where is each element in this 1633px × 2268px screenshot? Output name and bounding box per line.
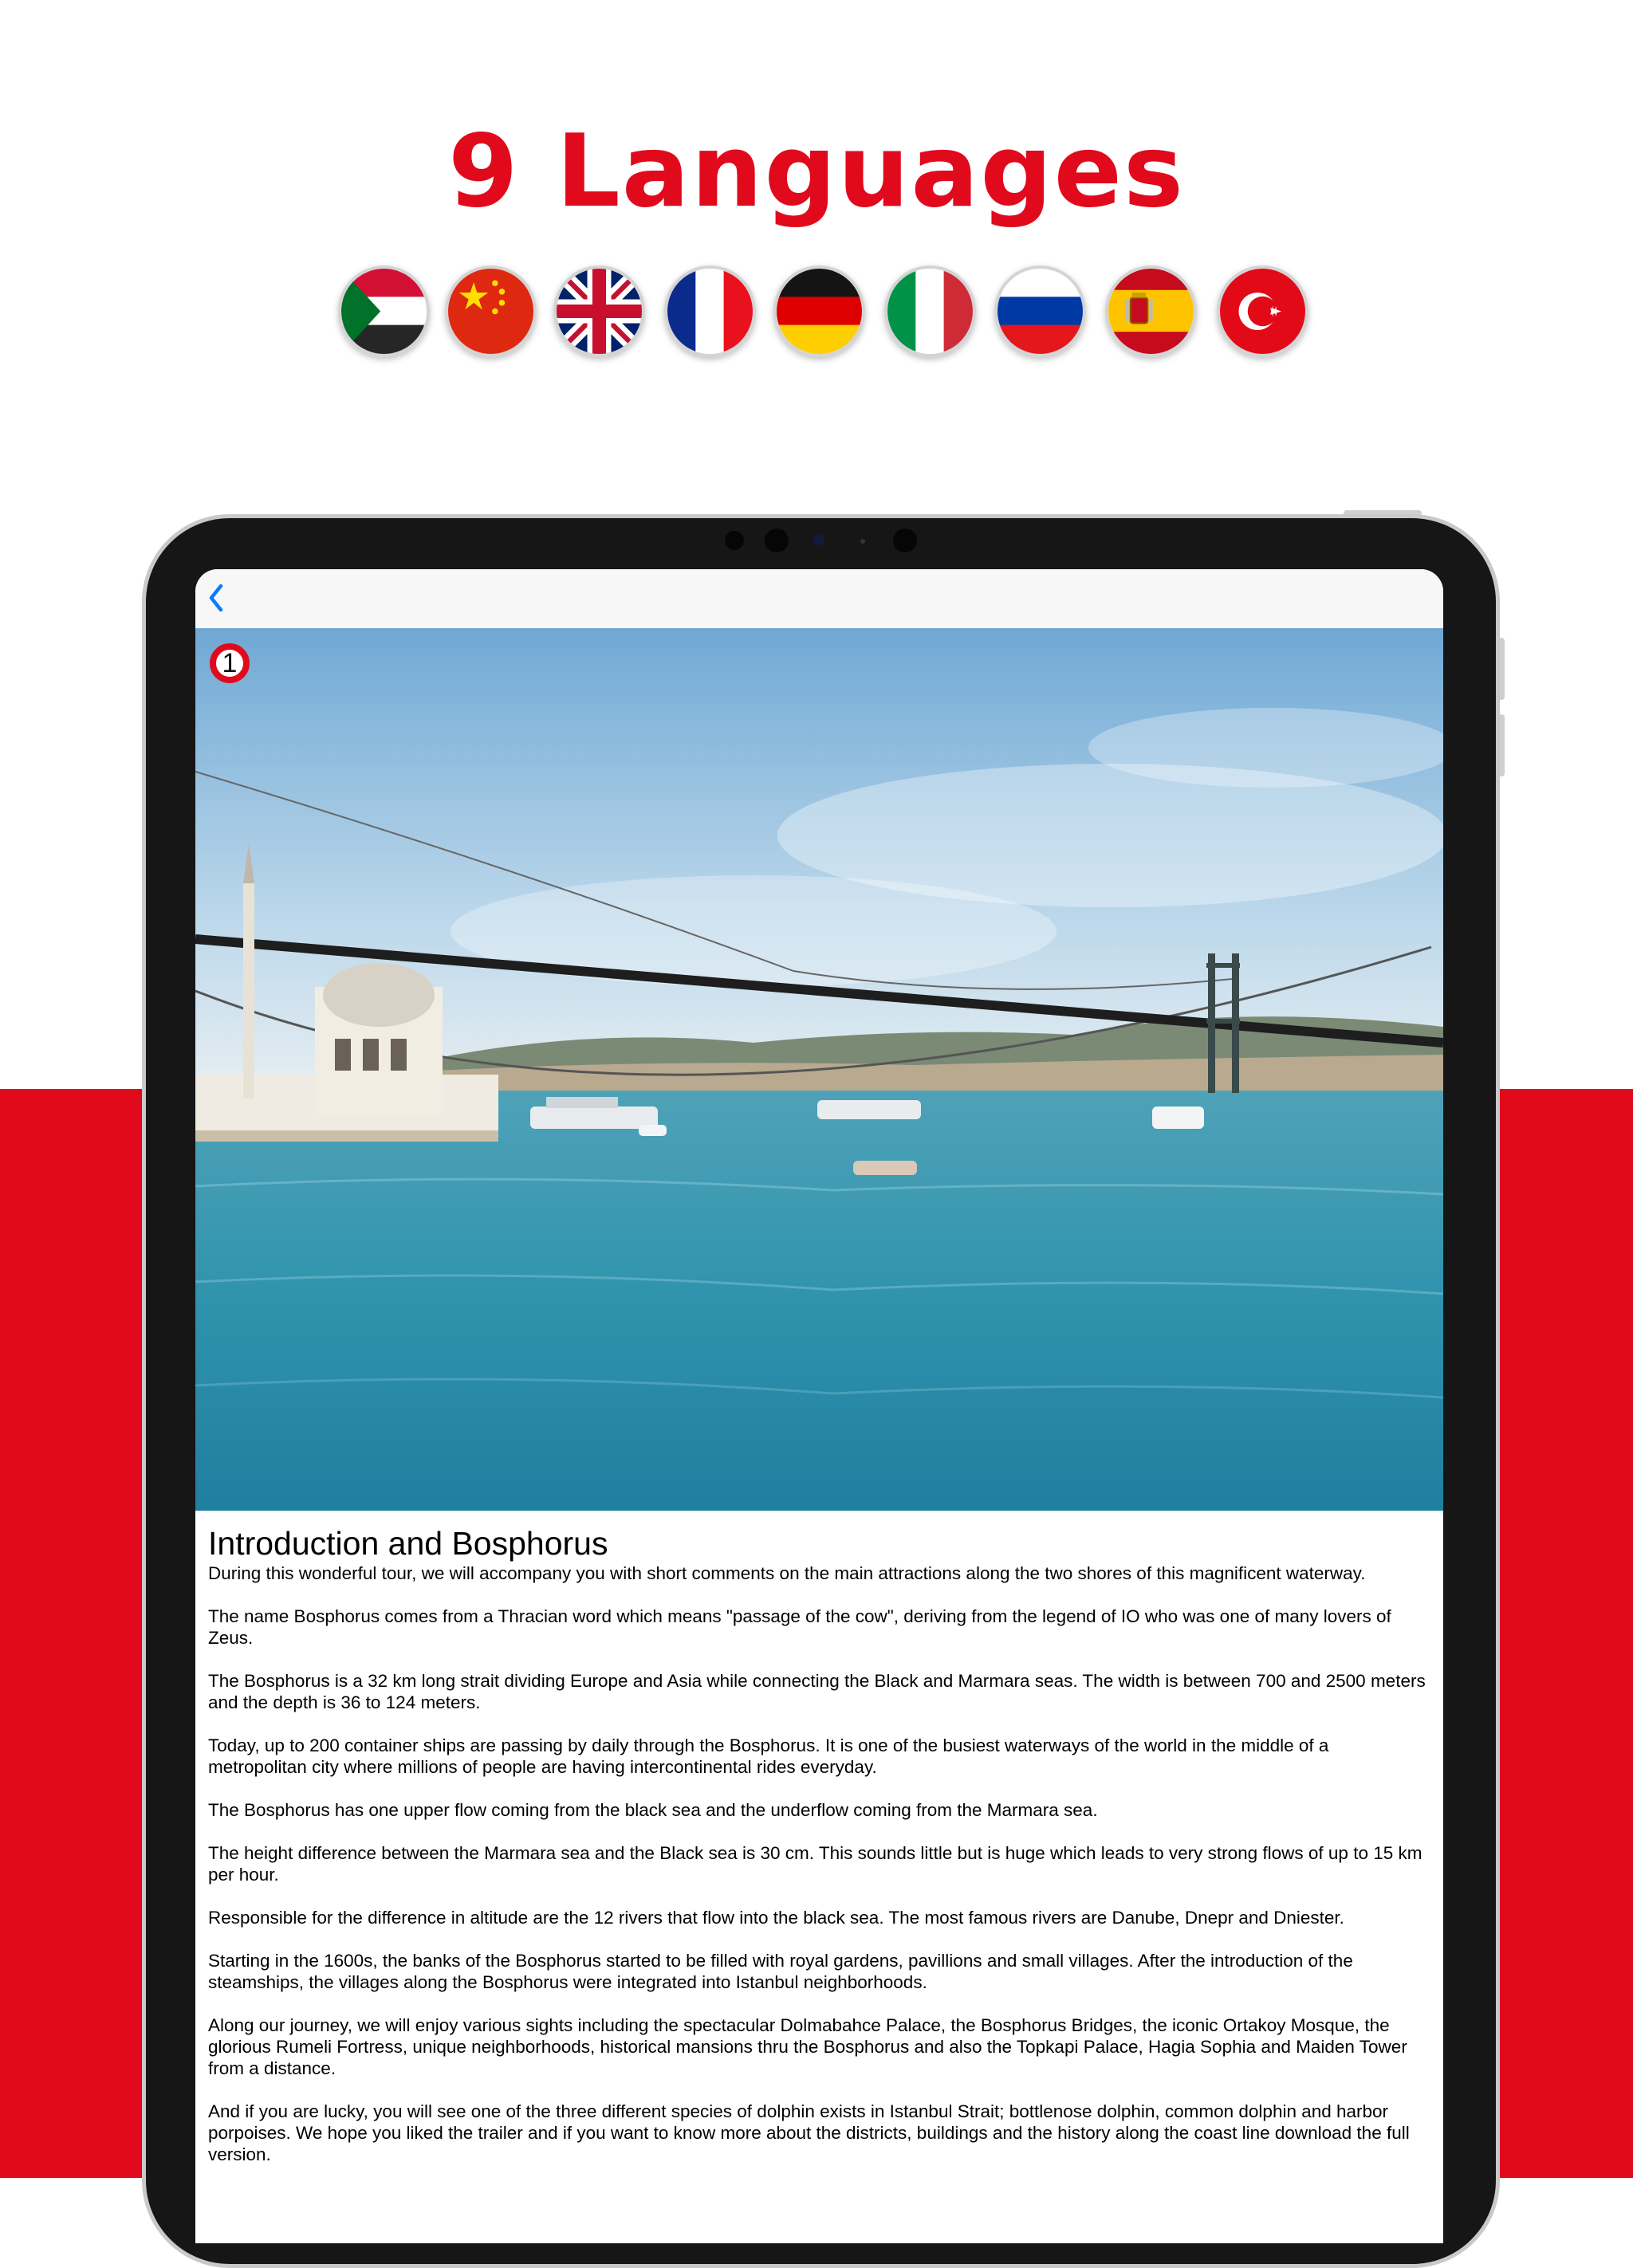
article-paragraph: Along our journey, we will enjoy various sights including the spectacular Dolmabahce Palace, the Bosphorus Bridges, the iconic Ortakoy Mosque, the glorious Rumeli Fortress, unique neighborhoods, historical mansions thru the Bosphorus and also the Topkapi Palace, Hagia Sophia and Maiden Tower from a distance. <box>208 2015 1407 2078</box>
germany-flag-icon[interactable] <box>773 265 865 357</box>
article-paragraph: During this wonderful tour, we will accompany you with short comments on the main attractions along the two shores of this magnificent waterway. <box>208 1563 1366 1583</box>
languages-headline: 9 Languages <box>447 112 1186 230</box>
app-screen <box>195 569 1443 2243</box>
sensor-dot <box>725 531 744 550</box>
front-camera <box>765 529 789 552</box>
turkey-flag-icon[interactable] <box>1217 265 1308 357</box>
ambient-light-sensor <box>860 539 865 544</box>
china-flag-icon[interactable] <box>445 265 537 357</box>
spain-flag-icon[interactable] <box>1105 265 1197 357</box>
russia-flag-icon[interactable] <box>994 265 1086 357</box>
article-paragraph: And if you are lucky, you will see one of the three different species of dolphin exists in Istanbul Strait; bottlenose dolphin, common dolphin and harbor porpoises. We hope you liked the trailer and if you want to know more about the districts, buildings and the history along the coast line download the full version. <box>208 2101 1410 2164</box>
chevron-left-icon[interactable] <box>203 581 235 616</box>
article-paragraph: Starting in the 1600s, the banks of the Bosphorus started to be filled with royal gardens, pavillions and small villages. After the introduction of the steamships, the villages along the Bosphorus were integrated into Istanbul neighborhoods. <box>208 1951 1353 1992</box>
article-content <box>208 1524 1432 2187</box>
article-title: Introduction and Bosphorus <box>208 1525 608 1562</box>
navigation-bar <box>195 569 1443 629</box>
france-flag-icon[interactable] <box>664 265 756 357</box>
article-paragraph: The height difference between the Marmara sea and the Black sea is 30 cm. This sounds little but is huge which leads to very strong flows of up to 15 km per hour. <box>208 1843 1422 1885</box>
language-flags-row <box>0 265 1633 357</box>
italy-flag-icon[interactable] <box>884 265 976 357</box>
article-paragraph: The name Bosphorus comes from a Thracian word which means "passage of the cow", deriving from the legend of IO who was one of many lovers of Zeus. <box>208 1606 1391 1648</box>
bosphorus-photo <box>195 628 1443 1511</box>
article-paragraph: Today, up to 200 container ships are passing by daily through the Bosphorus. It is one of the busiest waterways of the world in the middle of a metropolitan city where millions of people are having intercontinental rides everyday. <box>208 1735 1329 1777</box>
article-paragraph: Responsible for the difference in altitude are the 12 rivers that flow into the black sea. The most famous rivers are Danube, Dnepr and Dniester. <box>208 1908 1344 1928</box>
stop-number-badge: 1 <box>210 643 250 683</box>
camera-lens <box>813 534 824 545</box>
uk-flag-icon[interactable] <box>553 265 645 357</box>
sudan-flag-icon[interactable] <box>338 265 430 357</box>
face-sensor <box>893 529 917 552</box>
article-paragraph: The Bosphorus is a 32 km long strait dividing Europe and Asia while connecting the Black and Marmara seas. The width is between 700 and 2500 meters and the depth is 36 to 124 meters. <box>208 1671 1426 1712</box>
article-paragraph: The Bosphorus has one upper flow coming from the black sea and the underflow coming from the Marmara sea. <box>208 1800 1098 1820</box>
